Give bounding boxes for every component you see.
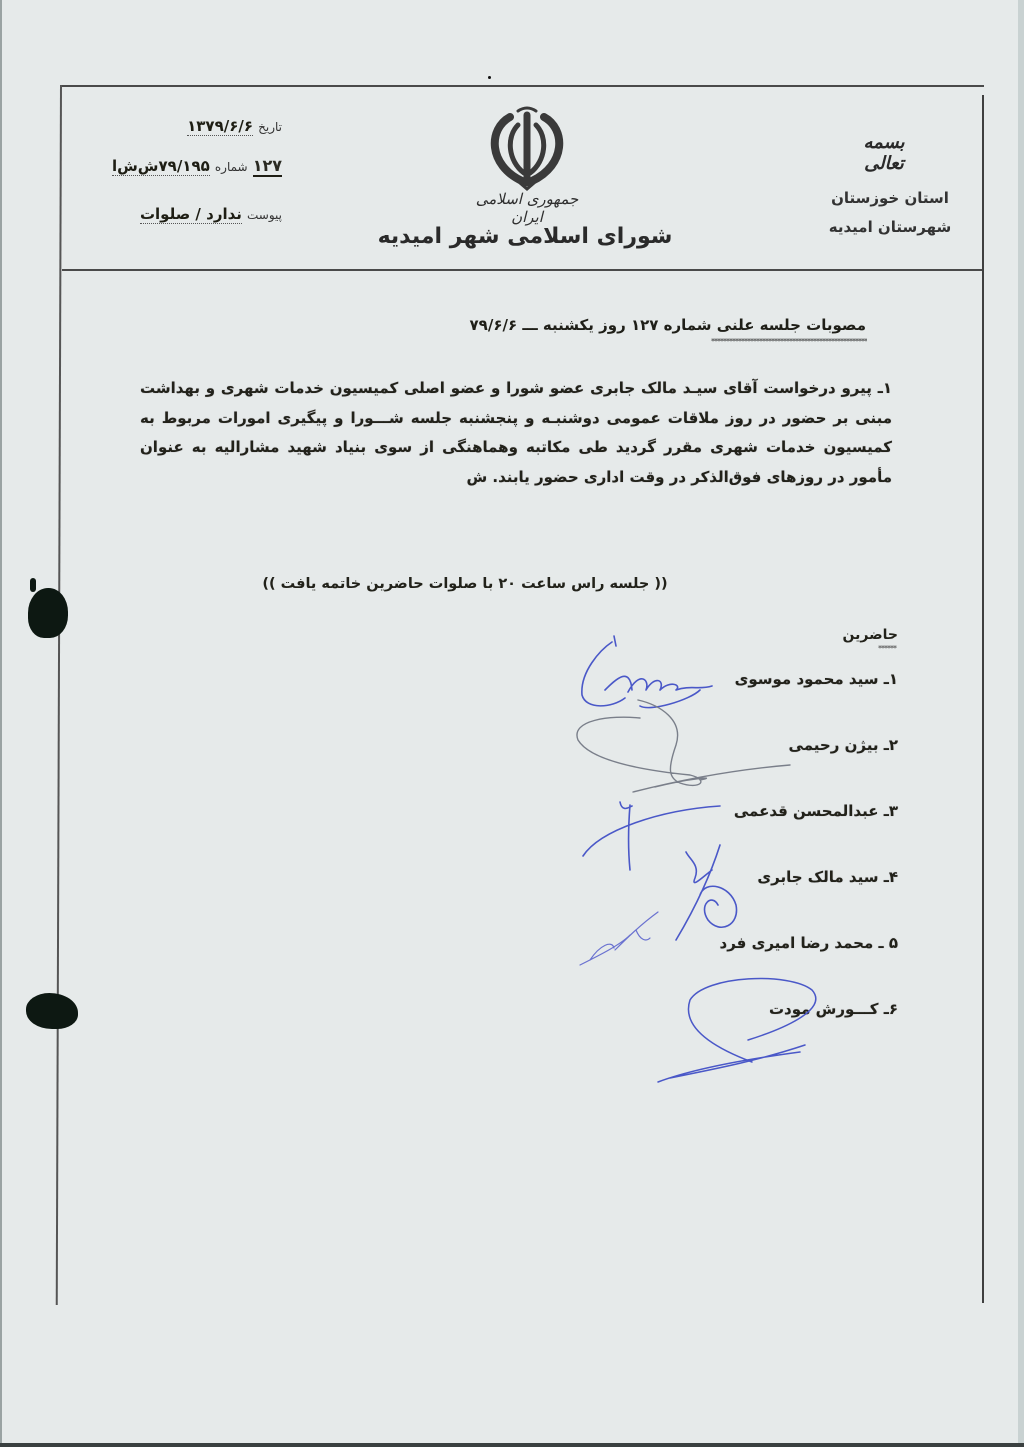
attendee-row (769, 1000, 898, 1018)
attendee-number: ۴ـ (883, 868, 898, 886)
number-value: ۷۹/۱۹۵ش‌ش‌ا (111, 157, 210, 175)
signature-2 (577, 700, 790, 792)
attendee-name: کـــورش مودت (768, 1000, 879, 1018)
heading-star-rule: **************************************************** (711, 338, 867, 346)
date-field (72, 116, 282, 136)
number-field (72, 156, 282, 176)
attendee-row (735, 670, 898, 688)
signature-1 (582, 636, 712, 708)
attachment-label: پیوست (247, 208, 282, 222)
header-divider (62, 269, 982, 271)
attendee-row (720, 934, 898, 952)
attendee-number: ۶ـ (883, 1000, 898, 1018)
signature-6 (658, 979, 816, 1082)
attendee-row (757, 868, 898, 886)
resolution-number: ۱ـ (877, 379, 892, 397)
attendee-name: عبدالمحسن قدعمی (733, 802, 879, 820)
frame-right-border (982, 95, 984, 1303)
attendees-title: حاضرین (842, 627, 898, 643)
page-edge-right (1018, 0, 1024, 1447)
scan-speck (488, 76, 491, 79)
resolution-item (140, 374, 892, 492)
number-prefix: ۱۲۷ (252, 156, 282, 175)
attendee-number: ۲ـ (883, 736, 898, 754)
emblem-caption: جمهوری اسلامی ایران (475, 190, 579, 226)
signature-3 (583, 802, 720, 870)
attendee-row (734, 802, 898, 820)
attachment-value: ندارد / صلوات (139, 205, 242, 223)
attendee-row (789, 736, 898, 754)
frame-left-border (56, 85, 62, 1305)
attendee-name: سید محمود موسوی (734, 670, 879, 688)
council-title: شورای اسلامی شهر امیدیه (377, 224, 673, 249)
attendees-star-rule: ****** (878, 644, 896, 653)
signature-4 (676, 845, 737, 940)
attachment-field (72, 204, 282, 224)
closing-statement: (( جلسه راس ساعت ۲۰ با صلوات حاضرین خاتمه یافت )) (262, 576, 668, 592)
punch-hole-tear (30, 578, 36, 592)
frame-top-border (62, 85, 984, 87)
punch-hole-upper (28, 588, 68, 638)
number-label: شماره (214, 160, 248, 174)
iran-emblem-icon (482, 103, 572, 191)
attendee-number: ۳ـ (883, 802, 898, 820)
page-edge-bottom (0, 1443, 1024, 1447)
attendee-number: ۵ ـ (878, 934, 898, 952)
page-edge-left (0, 0, 2, 1447)
signature-5 (580, 912, 658, 965)
county-name: شهرستان امیدیه (828, 218, 952, 236)
basmala: بسمه تعالی (863, 132, 905, 174)
resolution-text: پیرو درخواست آقای سیـد مالک جابری عضو شورا و عضو اصلی کمیسیون خدمات شهری و بهداشت مبنی بر حضور در روز ملاقات عمومی دوشنبـه و پنجشنبه جلسه شـــورا و پیگیری امورات مربوط به کمیسیون خدمات شهری مقرر گردید طی مکاتبه وهماهنگی از سوی بنیاد شهید مشارالیه به عنوان مأمور در روزهای فوق‌الذکر در وقت اداری حضور یابند. ش (140, 379, 892, 486)
attendee-number: ۱ـ (883, 670, 898, 688)
attendee-name: محمد رضا امیری فرد (719, 934, 874, 952)
date-value: ۱۳۷۹/۶/۶ (187, 117, 254, 135)
punch-hole-lower (26, 993, 78, 1029)
province-name: استان خوزستان (831, 189, 949, 207)
date-label: تاریخ (258, 120, 282, 134)
attendee-name: سید مالک جابری (757, 868, 879, 886)
minutes-heading: مصوبات جلسه علنی شماره ۱۲۷ روز یکشنبه ـــ ۷۹/۶/۶ (469, 316, 866, 334)
attendee-name: بیژن رحیمی (788, 736, 879, 754)
